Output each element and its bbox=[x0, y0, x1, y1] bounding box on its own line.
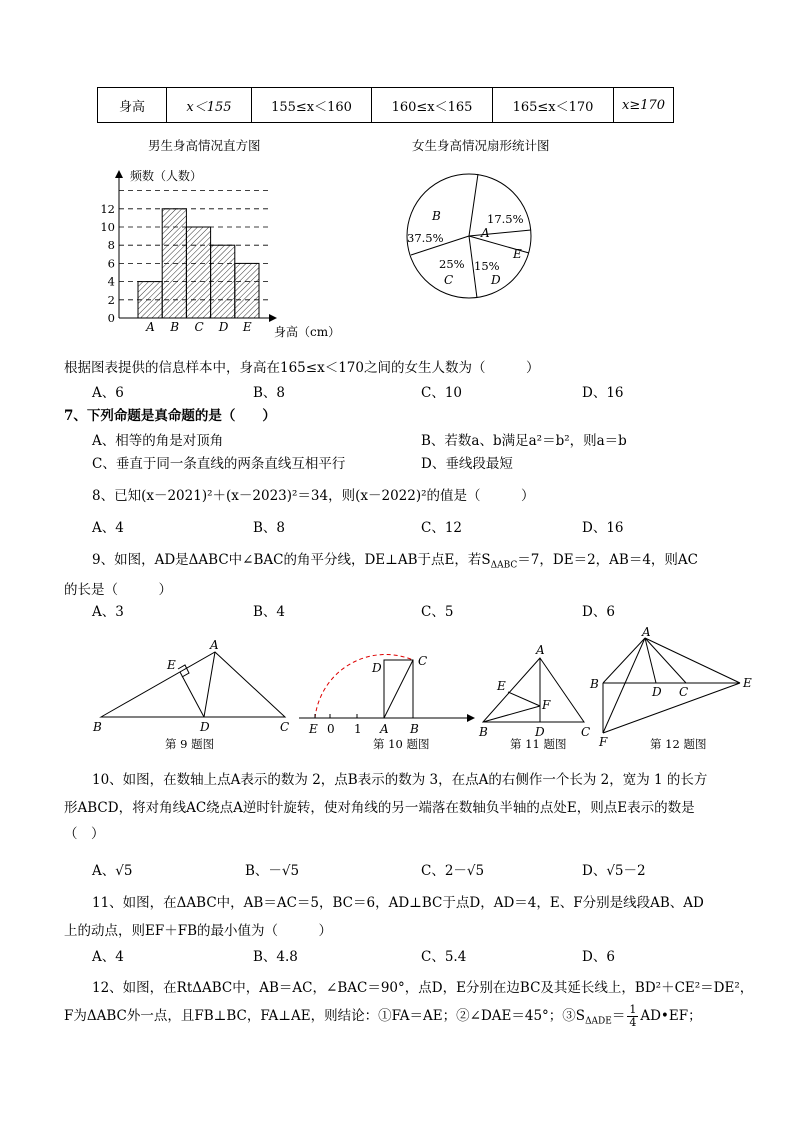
q12-line2-part: F为ΔABC外一点，且FB⊥BC，FA⊥AE，则结论：①FA＝AE；②∠DAE＝45°；③S bbox=[64, 1008, 586, 1024]
fig11-label-a: A bbox=[536, 643, 545, 657]
pie-percent-a: 17.5% bbox=[487, 212, 524, 226]
x-tick-label: A bbox=[146, 320, 155, 334]
q7-stem: 7、下列命题是真命题的是（ ） bbox=[64, 408, 276, 424]
pie-label-d: D bbox=[491, 273, 501, 287]
q6-option-d: D、16 bbox=[582, 385, 624, 401]
y-tick-label: 0 bbox=[107, 311, 115, 325]
q9-stem-part: 9、如图，AD是ΔABC中∠BAC的角平分线，DE⊥AB于点E，若S bbox=[92, 552, 491, 568]
q10-option-b: B、－√5 bbox=[245, 863, 300, 879]
q11-line1: 11、如图，在ΔABC中，AB＝AC＝5，BC＝6，AD⊥BC于点D，AD＝4，E、F分别是线段AB、AD bbox=[92, 895, 704, 911]
q12-line2-part: AD•EF； bbox=[640, 1008, 702, 1024]
y-axis-label: 频数（人数） bbox=[130, 169, 203, 183]
height-range-cell: x≥170 bbox=[614, 88, 674, 123]
figure-12 bbox=[603, 638, 740, 733]
q8-option-d: D、16 bbox=[582, 520, 624, 536]
pie-label-a: A bbox=[481, 226, 490, 240]
y-tick-label: 6 bbox=[107, 256, 115, 271]
q9-option-a: A、3 bbox=[92, 604, 124, 620]
q10-line2: 形ABCD，将对角线AC绕点A逆时针旋转，使对角线的另一端落在数轴负半轴的点处E，则点E表示的数是 bbox=[64, 800, 695, 816]
q6-option-a: A、6 bbox=[92, 385, 124, 401]
x-tick-label: C bbox=[194, 320, 204, 334]
figure-10 bbox=[315, 660, 413, 718]
figure-9 bbox=[101, 652, 285, 717]
q6-option-c: C、10 bbox=[421, 385, 463, 401]
q9-stem-subscript: ΔABC bbox=[490, 560, 518, 571]
figure-11-caption: 第 11 题图 bbox=[510, 737, 567, 751]
fig10-label-c: C bbox=[418, 654, 428, 668]
q9-option-d: D、6 bbox=[582, 604, 615, 620]
q11-option-c: C、5.4 bbox=[421, 949, 467, 965]
fig9-label-d: D bbox=[200, 720, 210, 734]
q12-subscript: ΔADE bbox=[585, 1016, 612, 1027]
fig12-label-b: B bbox=[590, 677, 599, 691]
histogram-title: 男生身高情况直方图 bbox=[148, 138, 261, 153]
q11-option-a: A、4 bbox=[92, 949, 124, 965]
fig10-label-a: A bbox=[380, 722, 389, 736]
q12-line2 bbox=[64, 1004, 744, 1029]
fig11-label-f: F bbox=[542, 698, 551, 712]
fraction-numerator: 1 bbox=[629, 1003, 637, 1016]
q10-line3: （ ） bbox=[64, 826, 105, 842]
q7-option-d: D、垂线段最短 bbox=[421, 456, 513, 472]
fig11-label-b: B bbox=[479, 725, 488, 739]
pie-label-b: B bbox=[432, 209, 441, 223]
fig11-label-d: D bbox=[535, 725, 545, 739]
q11-option-d: D、6 bbox=[582, 949, 615, 965]
x-tick-label: D bbox=[218, 320, 229, 334]
q10-option-d: D、√5－2 bbox=[582, 863, 646, 879]
y-tick-label: 4 bbox=[107, 274, 115, 289]
figure-10-caption: 第 10 题图 bbox=[373, 737, 430, 751]
height-range-cell: 155≤x＜160 bbox=[252, 88, 372, 123]
figure-12-caption: 第 12 题图 bbox=[650, 737, 707, 751]
q9-option-c: C、5 bbox=[421, 604, 454, 620]
pie-title: 女生身高情况扇形统计图 bbox=[412, 138, 550, 153]
q8-option-c: C、12 bbox=[421, 520, 463, 536]
pie-percent-d: 15% bbox=[474, 259, 500, 273]
q9-stem-part: ＝7，DE＝2，AB＝4，则AC bbox=[517, 552, 698, 568]
q8-option-a: A、4 bbox=[92, 520, 124, 536]
q12-line2-part: ＝ bbox=[611, 1008, 626, 1024]
y-tick-label: 10 bbox=[100, 220, 115, 234]
q10-line1: 10、如图，在数轴上点A表示的数为 2，点B表示的数为 3，在点A的右侧作一个长为 2，宽为 1 的长方 bbox=[92, 772, 708, 788]
height-range-cell: 160≤x＜165 bbox=[372, 88, 493, 123]
fraction-denominator: 4 bbox=[629, 1016, 637, 1029]
fig10-label-zero: 0 bbox=[327, 722, 335, 736]
q7-option-c: C、垂直于同一条直线的两条直线互相平行 bbox=[92, 456, 346, 472]
height-range-cell: 165≤x＜170 bbox=[493, 88, 614, 123]
fig12-label-e: E bbox=[743, 676, 752, 690]
height-header-cell: 身高 bbox=[98, 88, 167, 123]
q6-stem: 根据图表提供的信息样本中，身高在165≤x＜170之间的女生人数为（ ） bbox=[64, 360, 540, 376]
fig9-label-b: B bbox=[93, 720, 102, 734]
fig9-label-e: E bbox=[167, 658, 176, 672]
fig10-label-d: D bbox=[372, 661, 382, 675]
fig10-label-e: E bbox=[309, 722, 318, 736]
q7-option-a: A、相等的角是对顶角 bbox=[92, 433, 224, 449]
fig12-label-d: D bbox=[652, 685, 662, 699]
x-axis-label: 身高（cm） bbox=[274, 325, 341, 339]
q11-line2: 上的动点，则EF＋FB的最小值为（ ） bbox=[64, 923, 333, 939]
pie-percent-b: 37.5% bbox=[407, 231, 444, 245]
x-tick-label: E bbox=[242, 320, 252, 334]
height-range-cell: x＜155 bbox=[167, 88, 252, 123]
fig9-label-a: A bbox=[210, 638, 219, 652]
y-tick-label: 2 bbox=[107, 292, 115, 307]
y-tick-label: 12 bbox=[100, 201, 115, 216]
fig10-label-b: B bbox=[410, 722, 419, 736]
q10-option-c: C、2－√5 bbox=[421, 863, 485, 879]
fig10-label-one: 1 bbox=[354, 722, 362, 736]
fig12-label-a: A bbox=[642, 625, 651, 639]
q8-option-b: B、8 bbox=[253, 520, 286, 536]
q6-option-b: B、8 bbox=[253, 385, 286, 401]
fig11-label-e: E bbox=[497, 679, 506, 693]
q10-option-a: A、√5 bbox=[92, 863, 133, 879]
pie-label-c: C bbox=[444, 273, 454, 287]
q11-option-b: B、4.8 bbox=[253, 949, 298, 965]
y-tick-label: 8 bbox=[107, 238, 115, 253]
figure-9-caption: 第 9 题图 bbox=[165, 737, 215, 751]
q9-stem-line2: 的长是（ ） bbox=[64, 582, 172, 598]
q12-fraction bbox=[627, 1004, 638, 1029]
fig11-label-c: C bbox=[581, 725, 591, 739]
q9-option-b: B、4 bbox=[253, 604, 286, 620]
x-tick-label: B bbox=[170, 320, 180, 334]
fig12-label-c: C bbox=[679, 685, 689, 699]
pie-label-e: E bbox=[513, 247, 522, 261]
pie-percent-c: 25% bbox=[439, 257, 465, 271]
rotation-arc bbox=[315, 655, 413, 718]
q7-option-b: B、若数a、b满足a²＝b²，则a＝b bbox=[421, 433, 627, 449]
q8-stem: 8、已知(x－2021)²＋(x－2023)²＝34，则(x－2022)²的值是（ ） bbox=[92, 488, 535, 504]
fig9-label-c: C bbox=[280, 720, 290, 734]
fig12-label-f: F bbox=[599, 735, 608, 749]
q12-line1: 12、如图，在RtΔABC中，AB＝AC，∠BAC＝90°，点D，E分别在边BC及其延长线上，BD²＋CE²＝DE²， bbox=[92, 980, 754, 996]
